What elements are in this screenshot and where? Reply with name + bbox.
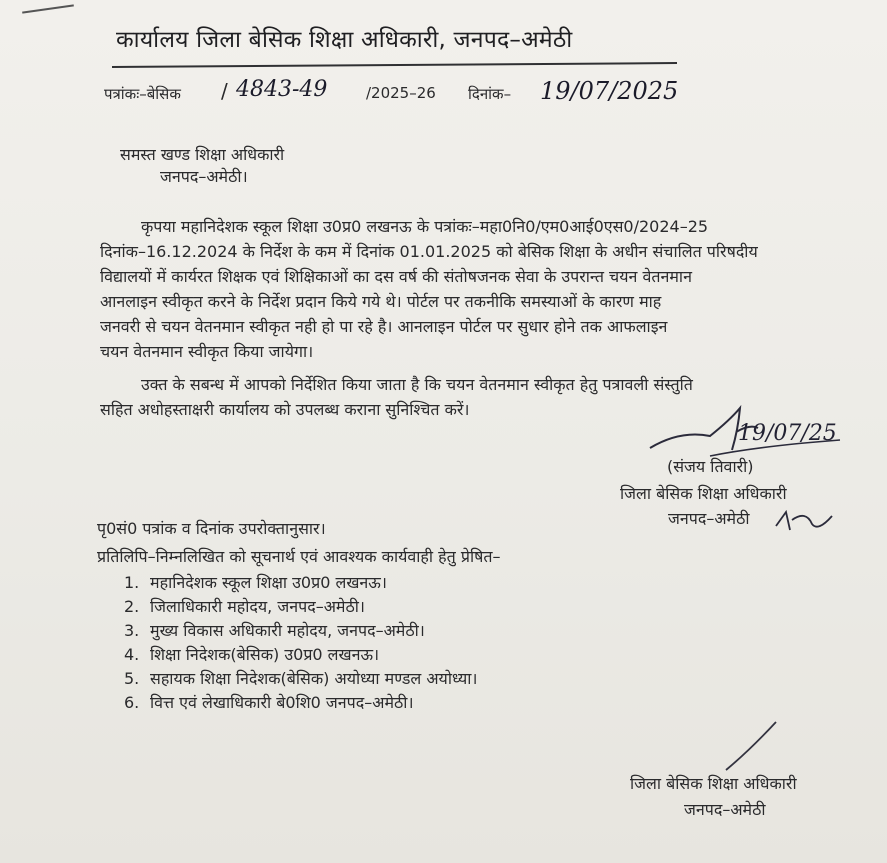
copy-list-item [124, 619, 425, 641]
footer-designation: जिला बेसिक शिक्षा अधिकारी [630, 774, 797, 793]
copy-intro: प्रतिलिपि–निम्नलिखित को सूचनार्थ एवं आवश्यक कार्यवाही हेतु प्रेषित– [97, 547, 501, 566]
item-number: 6. [124, 693, 140, 712]
ref-prefix: पत्रांकः–बेसिक [104, 85, 181, 103]
body-line: चयन वेतनमान स्वीकृत किया जायेगा। [100, 342, 314, 361]
copy-ref-note: पृ0सं0 पत्रांक व दिनांक उपरोक्तानुसार। [97, 519, 326, 538]
item-number: 3. [124, 621, 140, 640]
ref-slash: / [221, 79, 228, 103]
signature-date-handwritten: 19/07/25 [738, 421, 837, 446]
body-line: विद्यालयों में कार्यरत शिक्षक एवं शिक्षिकाओं का दस वर्ष की संतोषजनक सेवा के उपरान्त चयन वेतनमान [100, 267, 692, 286]
pen-mark [22, 4, 74, 13]
item-text: मुख्य विकास अधिकारी महोदय, जनपद–अमेठी। [150, 621, 425, 640]
ref-number-handwritten: 4843-49 [236, 77, 328, 102]
body-line: सहित अधोहस्ताक्षरी कार्यालय को उपलब्ध कराना सुनिश्चित करें। [100, 400, 470, 419]
item-text: महानिदेशक स्कूल शिक्षा उ0प्र0 लखनऊ। [150, 573, 387, 592]
title-underline [112, 62, 677, 68]
signatory-name: (संजय तिवारी) [667, 457, 754, 476]
signatory-district: जनपद–अमेठी [668, 509, 750, 528]
item-number: 1. [124, 573, 140, 592]
copy-list-item [124, 643, 379, 665]
body-line: दिनांक–16.12.2024 के निर्देश के कम में दिनांक 01.01.2025 को बेसिक शिक्षा के अधीन संचालित परिषदीय [100, 242, 758, 261]
item-number: 5. [124, 669, 140, 688]
addressee-line-2: जनपद–अमेठी। [160, 167, 248, 186]
body-line: आनलाइन स्वीकृत करने के निर्देश प्रदान किये गये थे। पोर्टल पर तकनीकि समस्याओं के कारण माह [100, 292, 662, 311]
copy-list-item [124, 571, 387, 593]
pen-stroke-mark [722, 716, 782, 776]
body-line: जनवरी से चयन वेतनमान स्वीकृत नही हो पा रहे है। आनलाइन पोर्टल पर सुधार होने तक आफलाइन [100, 317, 668, 336]
item-text: शिक्षा निदेशक(बेसिक) उ0प्र0 लखनऊ। [150, 645, 380, 664]
item-text: जिलाधिकारी महोदय, जनपद–अमेठी। [150, 597, 365, 616]
date-handwritten: 19/07/2025 [540, 77, 679, 105]
date-label: दिनांक– [468, 85, 512, 103]
ref-year: /2025–26 [366, 84, 436, 102]
copy-list-item [124, 595, 365, 617]
copy-list-item [124, 691, 414, 713]
initials-scribble [772, 506, 842, 536]
office-title: कार्यालय जिला बेसिक शिक्षा अधिकारी, जनपद–अमेठी [116, 27, 573, 53]
footer-district: जनपद–अमेठी [684, 800, 766, 819]
body-line: कृपया महानिदेशक स्कूल शिक्षा उ0प्र0 लखनऊ के पत्रांकः–महा0नि0/एम0आई0एस0/2024–25 [141, 217, 709, 236]
item-number: 2. [124, 597, 140, 616]
item-text: वित्त एवं लेखाधिकारी बे0शि0 जनपद–अमेठी। [150, 693, 414, 712]
signatory-designation: जिला बेसिक शिक्षा अधिकारी [620, 484, 787, 503]
body-line: उक्त के सबन्ध में आपको निर्देशित किया जाता है कि चयन वेतनमान स्वीकृत हेतु पत्रावली संस्तुति [141, 375, 693, 394]
addressee-line-1: समस्त खण्ड शिक्षा अधिकारी [120, 145, 285, 164]
item-text: सहायक शिक्षा निदेशक(बेसिक) अयोध्या मण्डल अयोध्या। [150, 669, 478, 688]
item-number: 4. [124, 645, 140, 664]
copy-list-item [124, 667, 477, 689]
